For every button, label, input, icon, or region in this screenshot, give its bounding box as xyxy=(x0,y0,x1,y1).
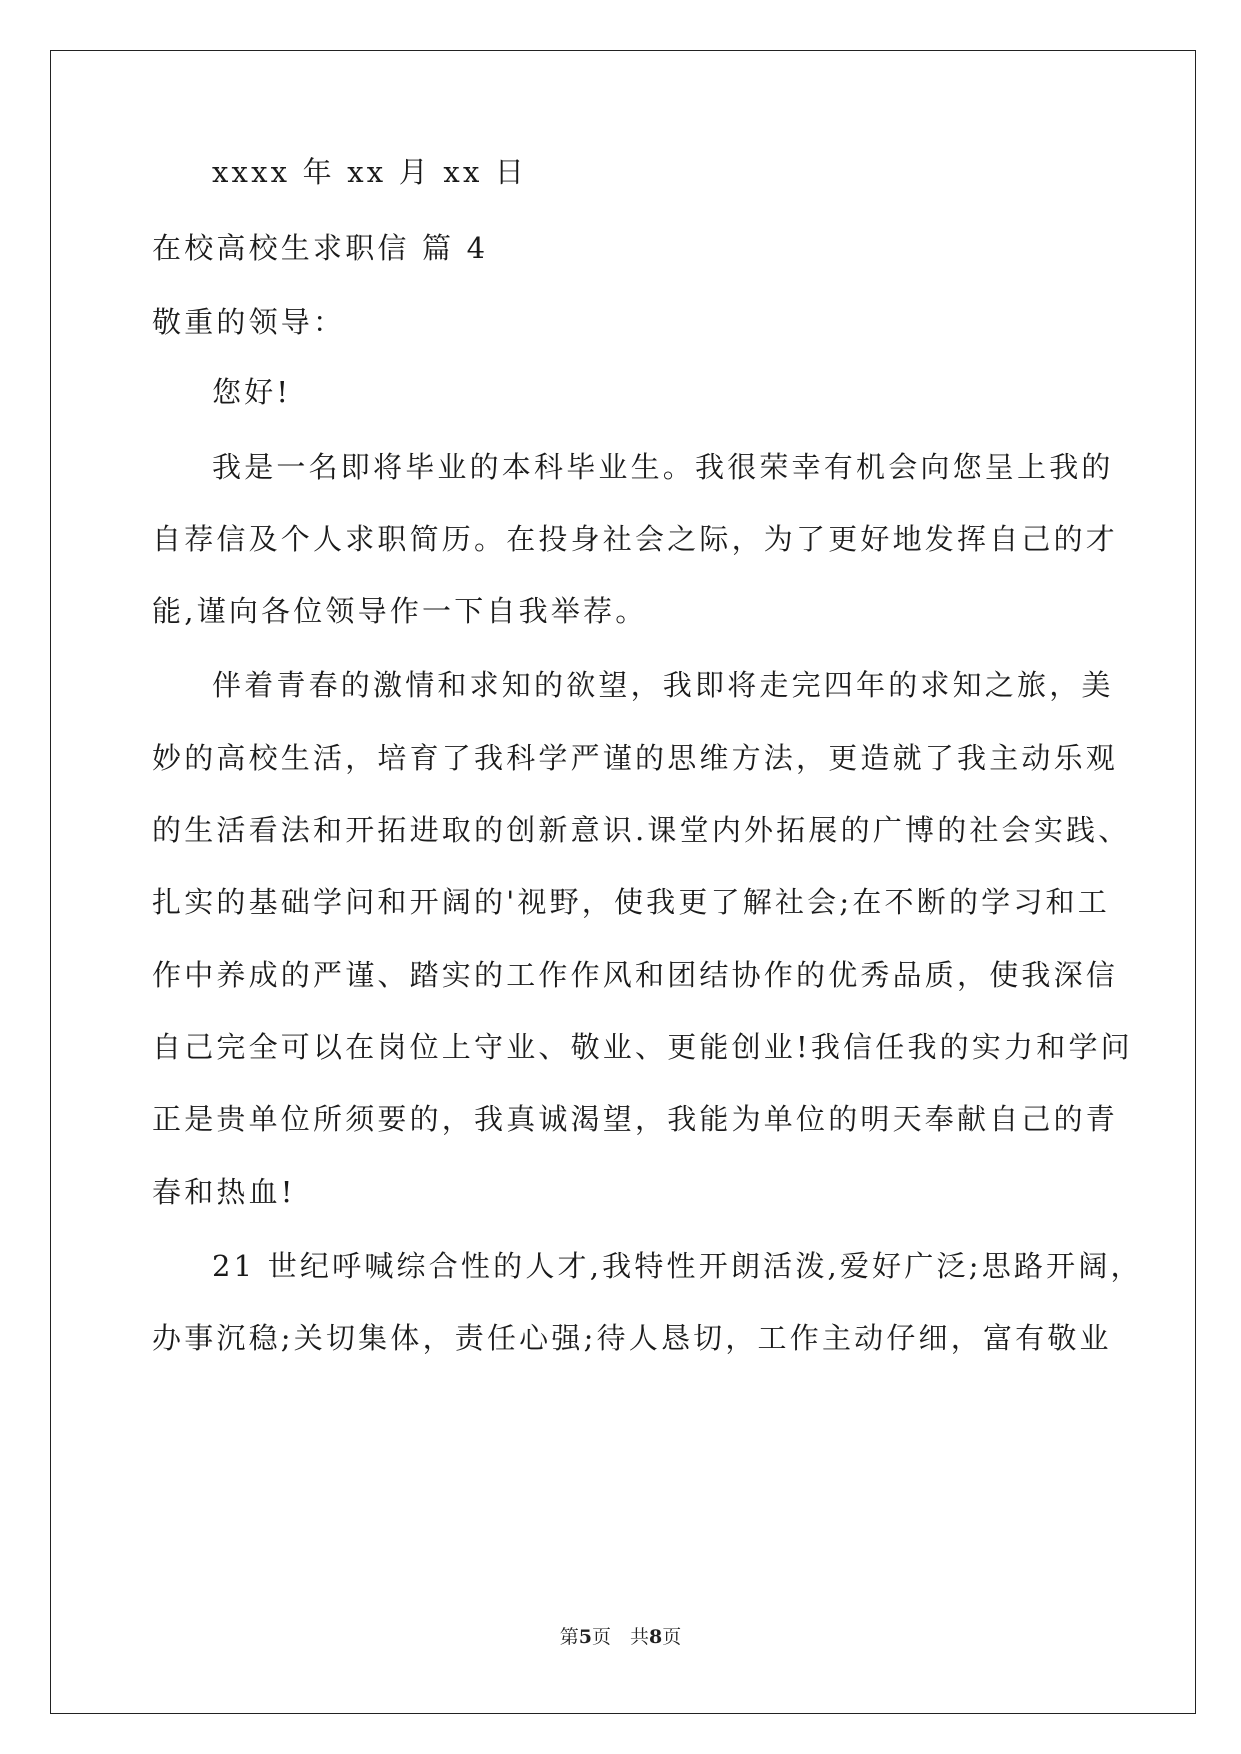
total-page-count: 8 xyxy=(649,1626,663,1648)
page-footer xyxy=(0,1625,1241,1649)
current-page-number: 5 xyxy=(578,1626,592,1648)
paragraph-3-line: 21 世纪呼喊综合性的人才,我特性开朗活泼,爱好广泛;思路开阔， xyxy=(212,1249,1143,1283)
paragraph-2-line: 伴着青春的激情和求知的欲望，我即将走完四年的求知之旅，美 xyxy=(212,668,1114,702)
paragraph-2-line: 妙的高校生活，培育了我科学严谨的思维方法，更造就了我主动乐观 xyxy=(152,741,1119,775)
greeting: 您好! xyxy=(212,375,292,409)
page-number-middle: 页 共 xyxy=(591,1626,649,1648)
paragraph-2-line: 作中养成的严谨、踏实的工作作风和团结协作的优秀品质，使我深信 xyxy=(152,958,1119,992)
paragraph-2-line: 的生活看法和开拓进取的创新意识.课堂内外拓展的广博的社会实践、 xyxy=(152,813,1131,847)
page-number-suffix: 页 xyxy=(662,1626,682,1648)
section-title: 在校高校生求职信 篇 4 xyxy=(152,231,489,265)
paragraph-2-line: 自己完全可以在岗位上守业、敬业、更能创业!我信任我的实力和学问 xyxy=(152,1030,1133,1064)
paragraph-3-line: 办事沉稳;关切集体，责任心强;待人恳切，工作主动仔细，富有敬业 xyxy=(152,1321,1112,1355)
paragraph-1-line: 能,谨向各位领导作一下自我举荐。 xyxy=(152,594,648,628)
paragraph-2-line: 春和热血! xyxy=(152,1175,296,1209)
paragraph-1-line: 我是一名即将毕业的本科毕业生。我很荣幸有机会向您呈上我的 xyxy=(212,450,1114,484)
salutation: 敬重的领导： xyxy=(152,305,346,339)
paragraph-2-line: 正是贵单位所须要的，我真诚渴望，我能为单位的明天奉献自己的青 xyxy=(152,1102,1119,1136)
date-line: xxxx 年 xx 月 xx 日 xyxy=(212,155,528,189)
paragraph-1-line: 自荐信及个人求职简历。在投身社会之际，为了更好地发挥自己的才 xyxy=(152,522,1119,556)
page-number-prefix: 第 xyxy=(559,1626,579,1648)
paragraph-2-line: 扎实的基础学问和开阔的'视野，使我更了解社会;在不断的学习和工 xyxy=(152,885,1110,919)
